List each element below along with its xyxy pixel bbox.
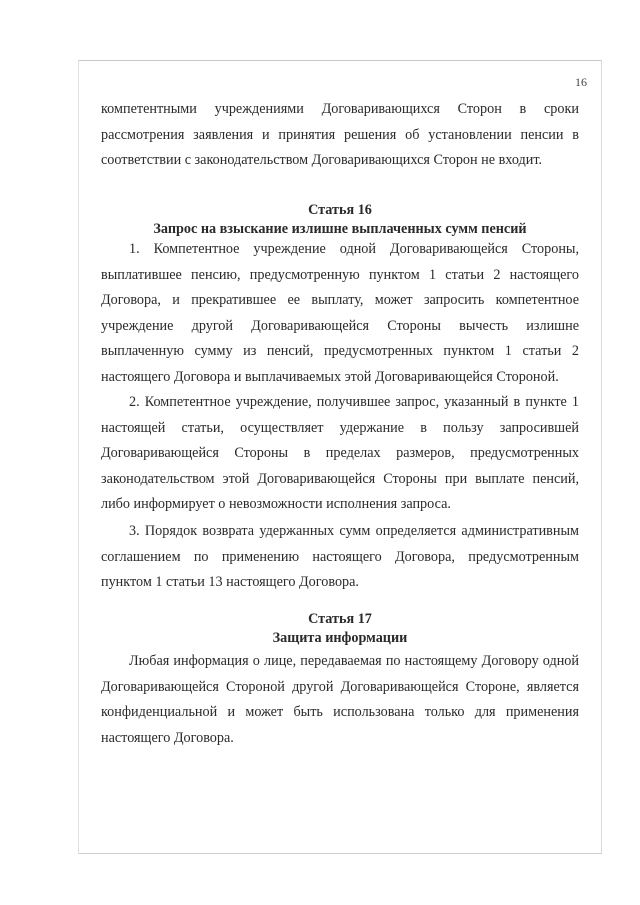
article-16-number: Статья 16	[308, 202, 372, 218]
article-17-heading	[101, 610, 579, 648]
document-page	[78, 60, 602, 854]
article-16-paragraph-3: 3. Порядок возврата удержанных сумм определяется административным соглашением по применению настоящего Договора, предусмотренным пунктом 1 статьи 13 настоящего Договора.	[101, 523, 579, 591]
article-16-paragraph-2: 2. Компетентное учреждение, получившее запрос, указанный в пункте 1 настоящей статьи, осуществляет удержание в пользу запросившей Договаривающейся Стороны в пределах размеров, предусмотренных законодательством этой Договаривающейся Стороны при выплате пенсий, либо информирует о невозможности исполнения запроса.	[101, 394, 579, 513]
page-number: 16	[575, 75, 587, 89]
intro-paragraph: компетентными учреждениями Договаривающихся Сторон в сроки рассмотрения заявления и принятия решения об установлении пенсии в соответствии с законодательством Договаривающихся Сторон не входит.	[101, 101, 579, 169]
article-16-heading	[101, 201, 579, 239]
article-17-paragraph-1: Любая информация о лице, передаваемая по настоящему Договору одной Договаривающейся Стороной другой Договаривающейся Стороне, является конфиденциальной и может быть использована только для применения настоящего Договора.	[101, 653, 579, 746]
article-16-paragraph-1: 1. Компетентное учреждение одной Договаривающейся Стороны, выплатившее пенсию, предусмотренную пунктом 1 статьи 2 настоящего Договора, и прекратившее ее выплату, может запросить компетентное учреждение другой Договаривающейся Стороны вычесть излишне выплаченную сумму из пенсий, предусмотренных пунктом 1 статьи 2 настоящего Договора и выплачиваемых этой Договаривающейся Стороной.	[101, 241, 579, 385]
article-16-title: Запрос на взыскание излишне выплаченных сумм пенсий	[153, 221, 527, 237]
article-17-number: Статья 17	[308, 611, 372, 627]
article-17-title: Защита информации	[272, 630, 408, 646]
